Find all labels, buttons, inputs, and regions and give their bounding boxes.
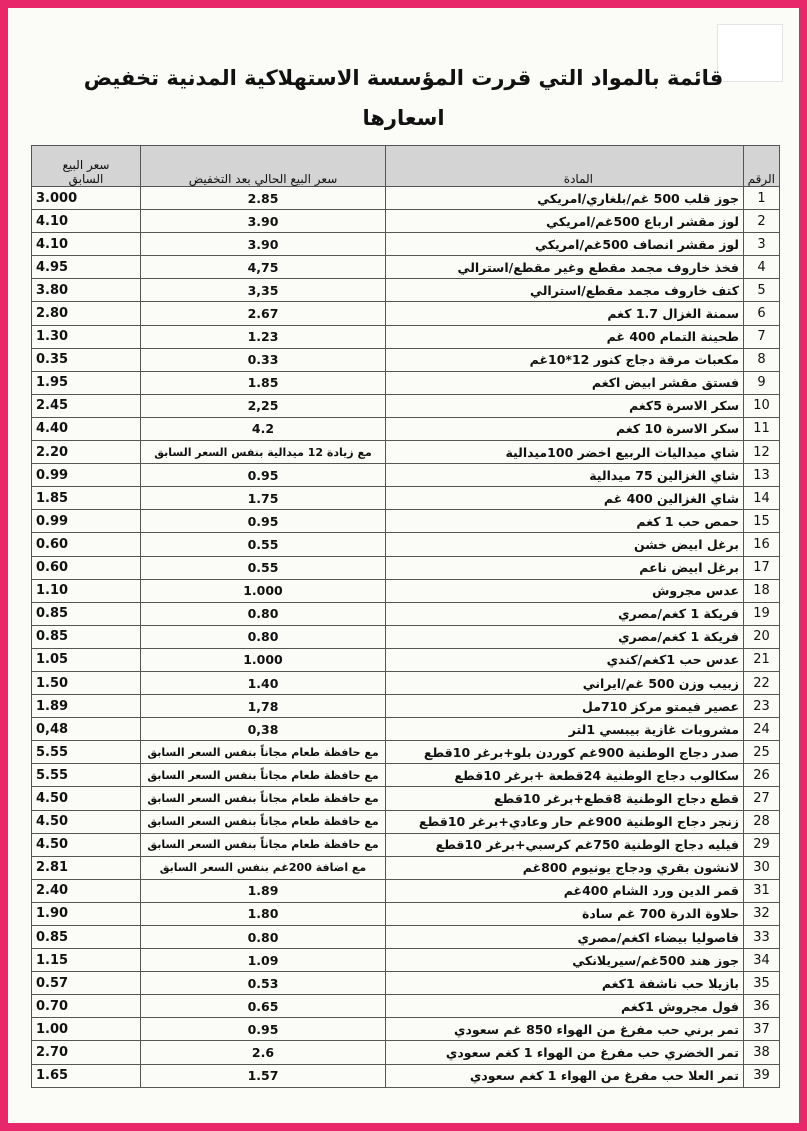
table-row	[32, 926, 780, 949]
table-row	[32, 279, 780, 302]
row-previous-price: 4.10	[32, 233, 141, 256]
row-number: 29	[744, 833, 780, 856]
row-previous-price: 3.000	[32, 187, 141, 210]
row-previous-price: 0.85	[32, 926, 141, 949]
row-current-price: 1.75	[141, 487, 386, 510]
table-row	[32, 764, 780, 787]
row-number: 4	[744, 256, 780, 279]
row-previous-price: 0.35	[32, 348, 141, 371]
table-row	[32, 187, 780, 210]
table-row	[32, 464, 780, 487]
row-previous-price: 5.55	[32, 741, 141, 764]
row-item: عصير فيمتو مركز 710مل	[386, 695, 744, 718]
row-current-price: 1.57	[141, 1064, 386, 1087]
row-previous-price: 0.60	[32, 533, 141, 556]
row-current-price: 3.90	[141, 210, 386, 233]
table-header-row	[32, 146, 780, 187]
row-item: مكعبات مرقة دجاج كنور 12*10غم	[386, 348, 744, 371]
row-number: 35	[744, 972, 780, 995]
table-row	[32, 510, 780, 533]
row-current-price: مع زيادة 12 ميدالية بنفس السعر السابق	[141, 441, 386, 464]
row-number: 22	[744, 671, 780, 694]
price-table	[31, 145, 780, 1088]
row-item: فريكة 1 كغم/مصري	[386, 625, 744, 648]
table-row	[32, 1018, 780, 1041]
row-previous-price: 1.85	[32, 487, 141, 510]
row-current-price: 1.89	[141, 879, 386, 902]
row-previous-price: 0.85	[32, 602, 141, 625]
row-number: 39	[744, 1064, 780, 1087]
row-item: تمر برني حب مفرغ من الهواء 850 غم سعودي	[386, 1018, 744, 1041]
row-item: برغل ابيض ناعم	[386, 556, 744, 579]
row-current-price: 0.95	[141, 464, 386, 487]
row-current-price: 0,38	[141, 718, 386, 741]
row-number: 10	[744, 394, 780, 417]
table-row	[32, 417, 780, 440]
row-item: حمص حب 1 كغم	[386, 510, 744, 533]
row-number: 7	[744, 325, 780, 348]
row-number: 33	[744, 926, 780, 949]
row-previous-price: 4.40	[32, 417, 141, 440]
row-item: شاي الغزالين 400 غم	[386, 487, 744, 510]
row-number: 28	[744, 810, 780, 833]
table-row	[32, 348, 780, 371]
row-item: سكر الاسرة 10 كغم	[386, 417, 744, 440]
row-number: 5	[744, 279, 780, 302]
row-item: فاصوليا بيضاء اكغم/مصري	[386, 926, 744, 949]
row-item: تمر العلا حب مفرغ من الهواء 1 كغم سعودي	[386, 1064, 744, 1087]
row-previous-price: 1.05	[32, 648, 141, 671]
row-item: فستق مقشر ابيض اكغم	[386, 371, 744, 394]
row-previous-price: 2.40	[32, 879, 141, 902]
row-previous-price: 0.70	[32, 995, 141, 1018]
row-number: 27	[744, 787, 780, 810]
document-page	[8, 8, 799, 1123]
table-row	[32, 625, 780, 648]
row-item: قطع دجاج الوطنية 8قطع+برغر 10قطع	[386, 787, 744, 810]
row-current-price: 4.2	[141, 417, 386, 440]
row-current-price: 0.80	[141, 625, 386, 648]
row-previous-price: 0.85	[32, 625, 141, 648]
row-current-price: 0.95	[141, 1018, 386, 1041]
row-previous-price: 1.15	[32, 949, 141, 972]
row-current-price: 1.09	[141, 949, 386, 972]
table-row	[32, 949, 780, 972]
row-current-price: مع حافظة طعام مجاناً بنفس السعر السابق	[141, 741, 386, 764]
table-row	[32, 487, 780, 510]
row-item: قمر الدين ورد الشام 400غم	[386, 879, 744, 902]
row-current-price: 0.55	[141, 556, 386, 579]
row-previous-price: 1.90	[32, 902, 141, 925]
row-current-price: 3,35	[141, 279, 386, 302]
row-number: 2	[744, 210, 780, 233]
row-previous-price: 1.50	[32, 671, 141, 694]
row-current-price: مع حافظة طعام مجاناً بنفس السعر السابق	[141, 764, 386, 787]
row-item: تمر الخضري حب مفرغ من الهواء 1 كغم سعودي	[386, 1041, 744, 1064]
table-row	[32, 718, 780, 741]
row-current-price: 2,25	[141, 394, 386, 417]
row-item: لوز مقشر انصاف 500غم/امريكي	[386, 233, 744, 256]
row-current-price: 0.80	[141, 926, 386, 949]
row-item: مشروبات غازية بيبسي 1لتر	[386, 718, 744, 741]
row-number: 37	[744, 1018, 780, 1041]
header-item: المادة	[386, 146, 744, 187]
row-item: شاي الغزالين 75 ميدالية	[386, 464, 744, 487]
row-previous-price: 2.45	[32, 394, 141, 417]
table-row	[32, 602, 780, 625]
row-previous-price: 5.55	[32, 764, 141, 787]
row-item: طحينة التمام 400 غم	[386, 325, 744, 348]
row-current-price: 0.95	[141, 510, 386, 533]
row-current-price: مع حافظة طعام مجاناً بنفس السعر السابق	[141, 833, 386, 856]
header-previous-price-line2: السابق	[68, 172, 104, 186]
row-item: فريكة 1 كغم/مصري	[386, 602, 744, 625]
row-current-price: 1.85	[141, 371, 386, 394]
row-item: زبيب وزن 500 غم/ايراني	[386, 671, 744, 694]
row-item: لوز مقشر ارباع 500غم/امريكي	[386, 210, 744, 233]
page-title: قائمة بالمواد التي قررت المؤسسة الاستهلاكية المدنية تخفيض اسعارها	[83, 66, 724, 130]
table-body	[32, 187, 780, 1088]
row-previous-price: 2.80	[32, 302, 141, 325]
row-item: برغل ابيض خشن	[386, 533, 744, 556]
row-item: سكر الاسرة 5كغم	[386, 394, 744, 417]
row-item: كتف خاروف مجمد مقطع/استرالي	[386, 279, 744, 302]
row-number: 21	[744, 648, 780, 671]
row-previous-price: 1.65	[32, 1064, 141, 1087]
table-row	[32, 1064, 780, 1087]
row-previous-price: 2.70	[32, 1041, 141, 1064]
row-current-price: 0.33	[141, 348, 386, 371]
table-row	[32, 879, 780, 902]
table-row	[32, 671, 780, 694]
table-row	[32, 787, 780, 810]
table-row	[32, 371, 780, 394]
row-previous-price: 2.81	[32, 856, 141, 879]
table-row	[32, 856, 780, 879]
row-previous-price: 3.80	[32, 279, 141, 302]
row-number: 18	[744, 579, 780, 602]
table-row	[32, 648, 780, 671]
row-current-price: 1.80	[141, 902, 386, 925]
table-row	[32, 256, 780, 279]
row-current-price: 2.6	[141, 1041, 386, 1064]
table-row	[32, 210, 780, 233]
row-item: جوز قلب 500 غم/بلغاري/امريكي	[386, 187, 744, 210]
header-previous-price-line1: سعر البيع	[62, 158, 110, 172]
row-previous-price: 4.50	[32, 810, 141, 833]
table-row	[32, 533, 780, 556]
table-row	[32, 302, 780, 325]
row-number: 30	[744, 856, 780, 879]
row-previous-price: 0.57	[32, 972, 141, 995]
row-current-price: مع حافظة طعام مجاناً بنفس السعر السابق	[141, 810, 386, 833]
row-current-price: 0.55	[141, 533, 386, 556]
row-item: عدس مجروش	[386, 579, 744, 602]
row-number: 32	[744, 902, 780, 925]
row-previous-price: 4.50	[32, 787, 141, 810]
row-previous-price: 1.00	[32, 1018, 141, 1041]
row-current-price: 1,78	[141, 695, 386, 718]
row-number: 15	[744, 510, 780, 533]
row-item: صدر دجاج الوطنية 900غم كوردن بلو+برغر 10قطع	[386, 741, 744, 764]
row-number: 17	[744, 556, 780, 579]
row-number: 6	[744, 302, 780, 325]
row-previous-price: 4.95	[32, 256, 141, 279]
table-row	[32, 972, 780, 995]
row-number: 19	[744, 602, 780, 625]
row-item: لانشون بقري ودجاج يونيوم 800غم	[386, 856, 744, 879]
table-row	[32, 741, 780, 764]
row-item: جوز هند 500غم/سيريلانكي	[386, 949, 744, 972]
header-number: الرقم	[744, 146, 780, 187]
row-number: 38	[744, 1041, 780, 1064]
row-previous-price: 1.95	[32, 371, 141, 394]
row-number: 24	[744, 718, 780, 741]
table-row	[32, 1041, 780, 1064]
row-item: فيليه دجاج الوطنية 750غم كرسبي+برغر 10قطع	[386, 833, 744, 856]
row-number: 9	[744, 371, 780, 394]
row-item: زنجر دجاج الوطنية 900غم حار وعادي+برغر 10قطع	[386, 810, 744, 833]
row-current-price: 0.53	[141, 972, 386, 995]
row-current-price: مع اضافة 200غم بنفس السعر السابق	[141, 856, 386, 879]
row-previous-price: 0.99	[32, 510, 141, 533]
row-current-price: 0.65	[141, 995, 386, 1018]
row-current-price: 2.85	[141, 187, 386, 210]
row-previous-price: 1.89	[32, 695, 141, 718]
row-previous-price: 0.99	[32, 464, 141, 487]
row-current-price: 3.90	[141, 233, 386, 256]
row-number: 8	[744, 348, 780, 371]
row-previous-price: 4.10	[32, 210, 141, 233]
row-number: 25	[744, 741, 780, 764]
row-current-price: 1.40	[141, 671, 386, 694]
row-number: 14	[744, 487, 780, 510]
row-item: سكالوب دجاج الوطنية 24قطعة +برغر 10قطع	[386, 764, 744, 787]
row-item: فخذ خاروف مجمد مقطع وغير مقطع/استرالي	[386, 256, 744, 279]
row-number: 3	[744, 233, 780, 256]
row-number: 20	[744, 625, 780, 648]
row-number: 11	[744, 417, 780, 440]
table-row	[32, 394, 780, 417]
table-row	[32, 325, 780, 348]
row-number: 34	[744, 949, 780, 972]
row-previous-price: 1.30	[32, 325, 141, 348]
table-row	[32, 995, 780, 1018]
row-current-price: 1.000	[141, 648, 386, 671]
table-row	[32, 833, 780, 856]
table-row	[32, 695, 780, 718]
row-previous-price: 0,48	[32, 718, 141, 741]
row-number: 12	[744, 441, 780, 464]
row-number: 1	[744, 187, 780, 210]
row-item: فول مجروش 1كغم	[386, 995, 744, 1018]
header-previous-price	[32, 146, 141, 187]
table-row	[32, 810, 780, 833]
row-number: 31	[744, 879, 780, 902]
row-number: 26	[744, 764, 780, 787]
row-item: شاي ميداليات الربيع اخضر 100ميدالية	[386, 441, 744, 464]
row-current-price: 4,75	[141, 256, 386, 279]
row-item: حلاوة الدرة 700 غم سادة	[386, 902, 744, 925]
row-number: 23	[744, 695, 780, 718]
table-row	[32, 233, 780, 256]
row-previous-price: 1.10	[32, 579, 141, 602]
row-current-price: 1.23	[141, 325, 386, 348]
row-current-price: مع حافظة طعام مجاناً بنفس السعر السابق	[141, 787, 386, 810]
table-row	[32, 441, 780, 464]
row-current-price: 2.67	[141, 302, 386, 325]
row-number: 13	[744, 464, 780, 487]
table-row	[32, 579, 780, 602]
row-item: سمنة الغزال 1.7 كغم	[386, 302, 744, 325]
row-current-price: 0.80	[141, 602, 386, 625]
row-previous-price: 4.50	[32, 833, 141, 856]
header-current-price: سعر البيع الحالي بعد التخفيض	[141, 146, 386, 187]
table-row	[32, 902, 780, 925]
row-item: بازيلا حب ناشفة 1كغم	[386, 972, 744, 995]
row-current-price: 1.000	[141, 579, 386, 602]
row-number: 36	[744, 995, 780, 1018]
row-previous-price: 0.60	[32, 556, 141, 579]
row-item: عدس حب 1كغم/كندي	[386, 648, 744, 671]
table-row	[32, 556, 780, 579]
row-previous-price: 2.20	[32, 441, 141, 464]
row-number: 16	[744, 533, 780, 556]
